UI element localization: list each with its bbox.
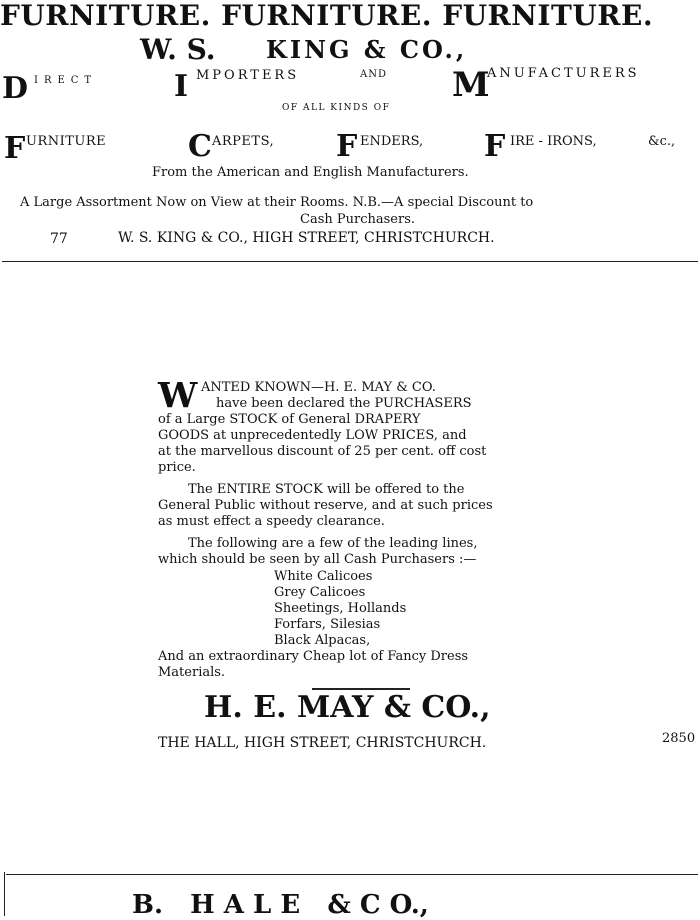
may-line-6: price. (158, 460, 196, 475)
may-line-3: of a Large STOCK of General DRAPERY (158, 412, 421, 427)
king-ad-bottom-rule (2, 261, 698, 262)
may-address: THE HALL, HIGH STREET, CHRISTCHURCH. (158, 735, 487, 751)
cat-furniture-initial: F (4, 131, 26, 166)
may-line-8: General Public without reserve, and at such prices (158, 498, 493, 513)
king-ad-number: 77 (50, 231, 68, 247)
may-closing-1: And an extraordinary Cheap lot of Fancy Dress (158, 649, 469, 664)
cat-fireirons-word: IRE - IRONS, (510, 134, 597, 149)
importers-initial: I (174, 69, 189, 104)
hale-firm-name: B. H A L E & C O., (132, 890, 429, 920)
firm-prefix: W. S. (140, 33, 216, 66)
may-item-2: Grey Calicoes (274, 585, 366, 600)
furniture-banner: FURNITURE. FURNITURE. FURNITURE. (0, 0, 654, 32)
may-line-1: ANTED KNOWN—H. E. MAY & CO. (201, 380, 436, 395)
cash-purchasers-line: Cash Purchasers. (300, 212, 415, 227)
importers-word: MPORTERS (196, 68, 300, 83)
may-line-4: GOODS at unprecedentedly LOW PRICES, and (158, 428, 467, 443)
cat-fenders-word: ENDERS, (360, 134, 424, 149)
may-item-3: Sheetings, Hollands (274, 601, 407, 616)
may-line-10: The following are a few of the leading lines, (188, 536, 478, 551)
hale-left-border (4, 872, 5, 916)
hale-top-rule (6, 874, 698, 875)
may-item-4: Forfars, Silesias (274, 617, 381, 632)
source-line: From the American and English Manufacturers. (152, 165, 469, 180)
of-all-kinds: OF ALL KINDS OF (282, 103, 391, 113)
direct-initial: D (2, 71, 29, 106)
direct-word: IRECT (34, 75, 98, 86)
may-firm-name: H. E. MAY & CO., (204, 690, 491, 725)
may-drop-initial: W (158, 375, 198, 416)
may-closing-2: Materials. (158, 665, 226, 680)
manufacturers-word: ANUFACTURERS (487, 66, 640, 81)
and-word: AND (360, 69, 387, 80)
manufacturers-initial: M (452, 65, 490, 105)
cat-etc: &c., (648, 134, 676, 149)
may-line-9: as must effect a speedy clearance. (158, 514, 385, 529)
king-address: W. S. KING & CO., HIGH STREET, CHRISTCHURCH. (118, 230, 495, 246)
firm-name-king: KING & CO., (266, 35, 468, 64)
cat-carpets-word: ARPETS, (212, 134, 275, 149)
may-ad-number: 2850 (662, 731, 696, 746)
may-line-7: The ENTIRE STOCK will be offered to the (188, 482, 465, 497)
may-item-1: White Calicoes (274, 569, 373, 584)
assortment-line: A Large Assortment Now on View at their Rooms. N.B.—A special Discount to (20, 195, 534, 210)
cat-carpets-initial: C (188, 129, 212, 164)
cat-fenders-initial: F (336, 129, 358, 164)
may-item-5: Black Alpacas, (274, 633, 371, 648)
may-line-2: have been declared the PURCHASERS (216, 396, 472, 411)
cat-furniture-word: URNITURE (26, 134, 107, 149)
may-line-5: at the marvellous discount of 25 per cent. off cost (158, 444, 487, 459)
may-line-11: which should be seen by all Cash Purchasers :— (158, 552, 477, 567)
cat-fireirons-initial: F (484, 129, 506, 164)
